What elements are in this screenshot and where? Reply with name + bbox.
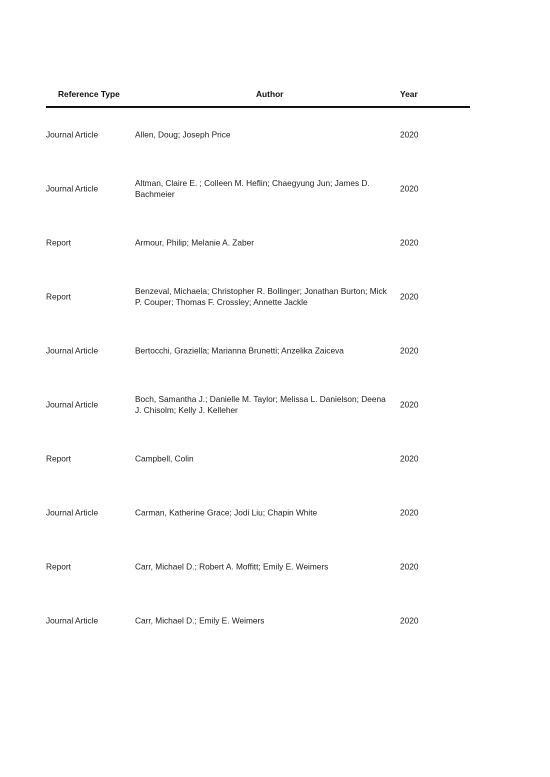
author-cell: Altman, Claire E. ; Colleen M. Heflin; Chaegyung Jun; James D. Bachmeier — [135, 178, 370, 199]
table-header — [46, 85, 470, 108]
author-cell: Carr, Michael D.; Emily E. Weimers — [135, 615, 265, 626]
year-cell: 2020 — [400, 129, 419, 140]
reference-table — [46, 85, 470, 626]
header-reference-type: Reference Type — [58, 89, 120, 99]
year-cell: 2020 — [400, 615, 419, 626]
year-cell: 2020 — [400, 291, 419, 302]
reference-type-cell: Journal Article — [46, 129, 99, 140]
table-row — [46, 324, 470, 378]
table-row — [46, 108, 470, 162]
year-cell: 2020 — [400, 507, 419, 518]
author-cell: Benzeval, Michaela; Christopher R. Bollinger; Jonathan Burton; Mick P. Couper; Thomas F. Crossley; Annette Jackle — [135, 286, 387, 307]
table-row — [46, 270, 470, 324]
year-cell: 2020 — [400, 237, 419, 248]
author-cell: Armour, Philip; Melanie A. Zaber — [135, 237, 254, 248]
reference-type-cell: Report — [46, 561, 71, 572]
author-cell: Carman, Katherine Grace; Jodi Liu; Chapin White — [135, 507, 318, 518]
reference-type-cell: Report — [46, 453, 71, 464]
year-cell: 2020 — [400, 183, 419, 194]
reference-type-cell: Journal Article — [46, 615, 99, 626]
author-cell: Carr, Michael D.; Robert A. Moffitt; Emily E. Weimers — [135, 561, 329, 572]
table-row — [46, 432, 470, 486]
table-body — [46, 108, 470, 648]
header-author: Author — [256, 89, 284, 99]
table-row — [46, 162, 470, 216]
table-row — [46, 216, 470, 270]
table-row — [46, 486, 470, 540]
header-year: Year — [400, 89, 418, 99]
author-cell: Allen, Doug; Joseph Price — [135, 129, 231, 140]
author-cell: Bertocchi, Graziella; Marianna Brunetti; Anzelika Zaiceva — [135, 345, 344, 356]
author-cell: Boch, Samantha J.; Danielle M. Taylor; Melissa L. Danielson; Deena J. Chisolm; Kelly J. Kelleher — [135, 394, 386, 415]
reference-type-cell: Journal Article — [46, 399, 99, 410]
author-cell: Campbell, Colin — [135, 453, 194, 464]
reference-type-cell: Report — [46, 291, 71, 302]
table-row — [46, 594, 470, 648]
reference-type-cell: Journal Article — [46, 183, 99, 194]
reference-type-cell: Report — [46, 237, 71, 248]
reference-type-cell: Journal Article — [46, 507, 99, 518]
year-cell: 2020 — [400, 399, 419, 410]
year-cell: 2020 — [400, 453, 419, 464]
year-cell: 2020 — [400, 345, 419, 356]
year-cell: 2020 — [400, 561, 419, 572]
reference-type-cell: Journal Article — [46, 345, 99, 356]
table-row — [46, 540, 470, 594]
table-row — [46, 378, 470, 432]
